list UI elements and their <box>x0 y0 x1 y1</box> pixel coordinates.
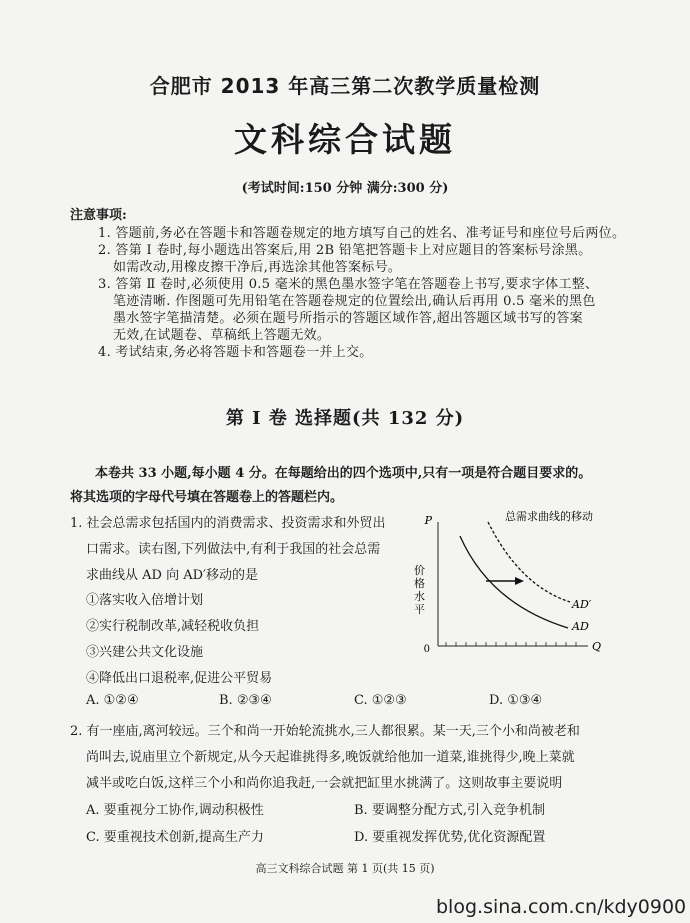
exam-info: (考试时间:150 分钟 满分:300 分) <box>241 181 449 196</box>
chart-y-axis-label-char: 平 <box>414 603 425 616</box>
note-line: 2. 答第 Ⅰ 卷时,每小题选出答案后,用 2B 铅笔把答题卡上对应题目的答案标号涂黑。 <box>98 243 592 258</box>
note-line: 1. 答题前,务必在答题卡和答题卷规定的地方填写自己的姓名、准考证号和座位号后两位。 <box>98 226 626 241</box>
chart-y-axis-label-char: 价 <box>414 564 425 577</box>
question-1-option-c: C. ①②③ <box>354 693 407 708</box>
chart-series-ad <box>460 536 568 628</box>
note-line: 4. 考试结束,务必将答题卡和答题卷一并上交。 <box>98 345 373 360</box>
chart-series-ad-prime <box>488 522 570 602</box>
question-1-item: ②实行税制改革,减轻税收负担 <box>86 619 260 634</box>
question-2-stem: 减半或吃白饭,这样三个小和尚你追我赶,一会就把缸里水挑满了。这则故事主要说明 <box>86 776 563 791</box>
question-1-stem: 求曲线从 AD 向 AD′移动的是 <box>86 568 258 583</box>
chart-series-label-ad: AD <box>572 620 589 633</box>
chart-x-axis-ticks <box>446 642 576 646</box>
question-1-stem: 1. 社会总需求包括国内的消费需求、投资需求和外贸出 <box>70 516 386 531</box>
notes-title: 注意事项: <box>70 208 127 223</box>
main-title: 文科综合试题 <box>234 120 456 159</box>
note-line: 无效,在试题卷、草稿纸上答题无效。 <box>113 328 331 343</box>
part-title: 第 Ⅰ 卷 选择题(共 132 分) <box>225 408 465 429</box>
question-1-option-b: B. ②③④ <box>219 693 272 708</box>
page-footer: 高三文科综合试题 第 1 页(共 15 页) <box>255 862 435 875</box>
question-1-item: ④降低出口退税率,促进公平贸易 <box>86 671 273 686</box>
note-line: 3. 答第 Ⅱ 卷时,必须使用 0.5 毫米的黑色墨水签字笔在答题卷上书写,要求字体工整、 <box>98 277 599 292</box>
question-1-option-a: A. ①②④ <box>86 693 139 708</box>
chart-series-label-ad-prime: AD′ <box>572 598 592 611</box>
note-line: 如需改动,用橡皮擦干净后,再选涂其他答案标号。 <box>113 260 402 275</box>
question-2-stem: 尚叫去,说庙里立个新规定,从今天起谁挑得多,晚饭就给他加一道菜,谁挑得少,晚上菜就 <box>86 750 575 765</box>
watermark: blog.sina.com.cn/kdy0900 <box>436 896 687 918</box>
question-2-option-b: B. 要调整分配方式,引入竞争机制 <box>354 803 545 818</box>
chart-origin-label: 0 <box>423 644 430 655</box>
question-2-option-a: A. 要重视分工协作,调动积极性 <box>86 803 264 818</box>
part-intro: 将其选项的字母代号填在答题卷上的答题栏内。 <box>70 490 344 505</box>
exam-title: 合肥市 2013 年高三第二次教学质量检测 <box>149 74 541 98</box>
note-line: 笔迹清晰. 作图题可先用铅笔在答题卷规定的位置绘出,确认后再用 0.5 毫米的黑色 <box>113 294 596 309</box>
question-2-stem: 2. 有一座庙,离河较远。三个和尚一开始轮流挑水,三人都很累。某一天,三个小和尚被老和 <box>70 724 580 739</box>
question-2-option-d: D. 要重视发挥优势,优化资源配置 <box>354 830 546 845</box>
chart-title: 总需求曲线的移动 <box>505 510 593 523</box>
chart-x-axis-symbol: Q <box>592 640 602 653</box>
question-1-item: ③兴建公共文化设施 <box>86 645 204 660</box>
chart-y-axis-label <box>414 564 425 616</box>
part-intro: 本卷共 33 小题,每小题 4 分。在每题给出的四个选项中,只有一项是符合题目要求的。 <box>95 466 592 481</box>
question-1-item: ①落实收入倍增计划 <box>86 593 204 608</box>
question-1-stem: 口需求。读右图,下列做法中,有利于我国的社会总需 <box>86 542 381 557</box>
chart-y-axis-symbol: P <box>424 514 432 527</box>
chart-arrow-head <box>515 577 524 585</box>
question-1-option-d: D. ①③④ <box>489 693 543 708</box>
chart-y-axis-label-char: 水 <box>414 590 425 603</box>
question-2-option-c: C. 要重视技术创新,提高生产力 <box>86 830 264 845</box>
note-line: 墨水签字笔描清楚。必须在题号所指示的答题区域作答,超出答题区域书写的答案 <box>113 311 583 326</box>
chart-y-axis-label-char: 格 <box>414 577 425 590</box>
aggregate-demand-chart <box>410 508 620 660</box>
